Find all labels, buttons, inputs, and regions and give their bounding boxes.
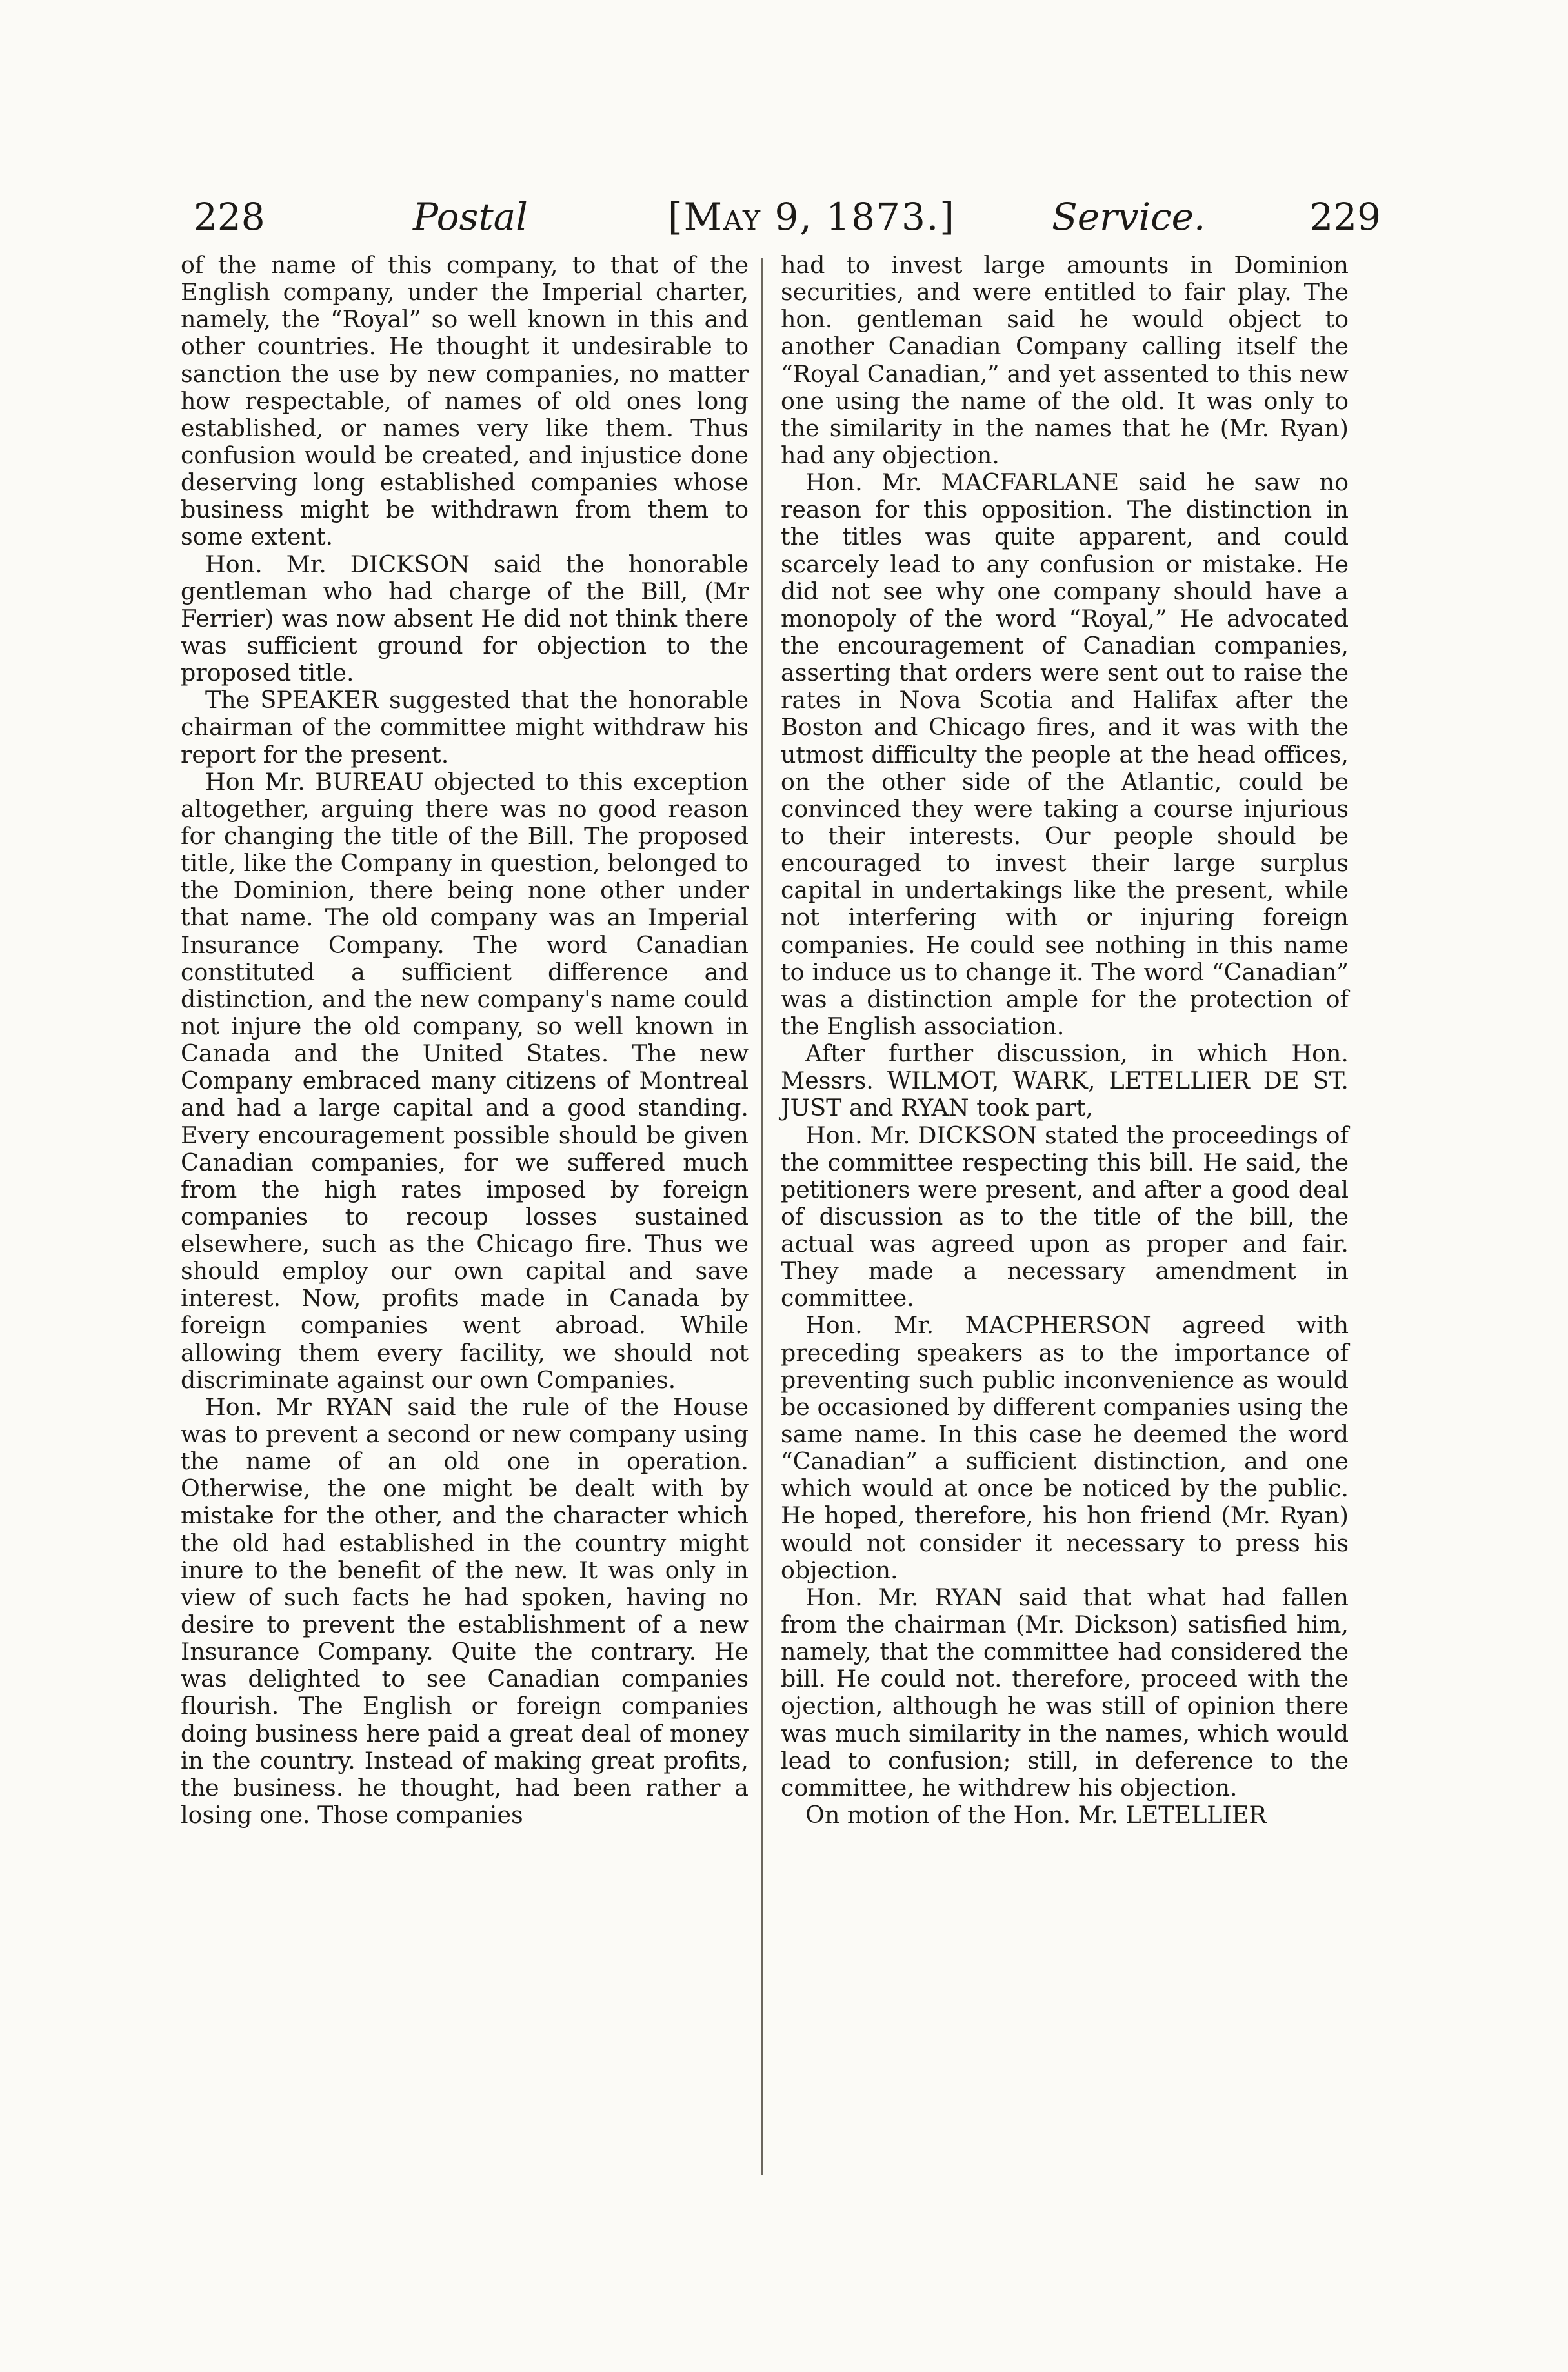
right-page-number: 229: [1309, 195, 1381, 239]
paragraph: On motion of the Hon. Mr. LETELLIER: [805, 1801, 1267, 1829]
running-title-left: Postal: [413, 195, 528, 239]
paragraph: Hon. Mr. RYAN said that what had fallen from the chairman (Mr. Dickson) satisfied him, namely, that the committee had considered the bill. He could not. therefore, proceed with the ojection, although he was still of opinion there was much similarity in the names, which would lead to confusion; still, in deference to the committee, he withdrew his objection.: [781, 1583, 1349, 1802]
paragraph: had to invest large amounts in Dominion securities, and were entitled to fair play. The hon. gentleman said he would object to another Canadian Company calling itself the “Royal Canadian,” and yet assented to this new one using the name of the old. It was only to the similarity in the names that he (Mr. Ryan) had any objection.: [781, 251, 1349, 469]
paragraph: Hon. Mr. DICKSON stated the proceedings of the committee respecting this bill. He said, the petitioners were present, and after a good deal of discussion as to the title of the bill, the actual was agreed upon as proper and fair. They made a necessary amendment in committee.: [781, 1121, 1349, 1312]
paragraph: Hon. Mr. MACFARLANE said he saw no reason for this opposition. The distinction in the titles was quite apparent, and could scarcely lead to any confusion or mistake. He did not see why one company should have a monopoly of the word “Royal,” He advocated the encouragement of Canadian companies, asserting that orders were sent out to raise the rates in Nova Scotia and Halifax after the Boston and Chicago fires, and it was with the utmost difficulty the people at the head offices, on the other side of the Atlantic, could be convinced they were taking a course injurious to their interests. Our people should be encouraged to invest their large surplus capital in undertakings like the present, while not interfering with or injuring foreign companies. He could see nothing in this name to induce us to change it. The word “Canadian” was a distinction ample for the protection of the English association.: [781, 468, 1349, 1040]
running-title-right: Service.: [1052, 195, 1206, 239]
page-header: [194, 191, 1381, 243]
paragraph: Hon. Mr. DICKSON said the honorable gentleman who had charge of the Bill, (Mr Ferrier) was now absent He did not think there was sufficient ground for objection to the proposed title.: [181, 550, 749, 687]
column-divider: [761, 258, 763, 2175]
paragraph: The SPEAKER suggested that the honorable chairman of the committee might withdraw his report for the present.: [181, 686, 749, 769]
session-date: [May 9, 1873.]: [668, 195, 956, 239]
paragraph: After further discussion, in which Hon. Messrs. WILMOT, WARK, LETELLIER DE ST. JUST and RYAN took part,: [781, 1040, 1349, 1122]
paragraph: Hon. Mr RYAN said the rule of the House was to prevent a second or new company using the name of an old one in operation. Otherwise, the one might be dealt with by mistake for the other, and the character which the old had established in the country might inure to the benefit of the new. It was only in view of such facts he had spoken, having no desire to prevent the establishment of a new Insurance Company. Quite the contrary. He was delighted to see Canadian companies flourish. The English or foreign companies doing business here paid a great deal of money in the country. Instead of making great profits, the business. he thought, had been rather a losing one. Those companies: [181, 1392, 749, 1829]
paragraph: of the name of this company, to that of the English company, under the Imperial charter, namely, the “Royal” so well known in this and other countries. He thought it undesirable to sanction the use by new companies, no matter how respectable, of names of old ones long established, or names very like them. Thus confusion would be created, and injustice done deserving long established companies whose business might be withdrawn from them to some extent.: [181, 251, 749, 551]
paragraph: Hon. Mr. MACPHERSON agreed with preceding speakers as to the importance of preventing such public inconvenience as would be occasioned by different companies using the same name. In this case he deemed the word “Canadian” a sufficient distinction, and one which would at once be noticed by the public. He hoped, therefore, his hon friend (Mr. Ryan) would not consider it necessary to press his objection.: [781, 1311, 1349, 1584]
left-page-number: 228: [194, 195, 265, 239]
paragraph: Hon Mr. BUREAU objected to this exception altogether, arguing there was no good reason for changing the title of the Bill. The proposed title, like the Company in question, belonged to the Dominion, there being none other under that name. The old company was an Imperial Insurance Company. The word Canadian constituted a sufficient difference and distinction, and the new company's name could not injure the old company, so well known in Canada and the United States. The new Company embraced many citizens of Montreal and had a large capital and a good standing. Every encouragement possible should be given Canadian companies, for we suffered much from the high rates imposed by foreign companies to recoup losses sustained elsewhere, such as the Chicago fire. Thus we should employ our own capital and save interest. Now, profits made in Canada by foreign companies went abroad. While allowing them every facility, we should not discriminate against our own Companies.: [181, 767, 749, 1394]
right-column: [781, 252, 1349, 1829]
left-column: [181, 252, 749, 1829]
